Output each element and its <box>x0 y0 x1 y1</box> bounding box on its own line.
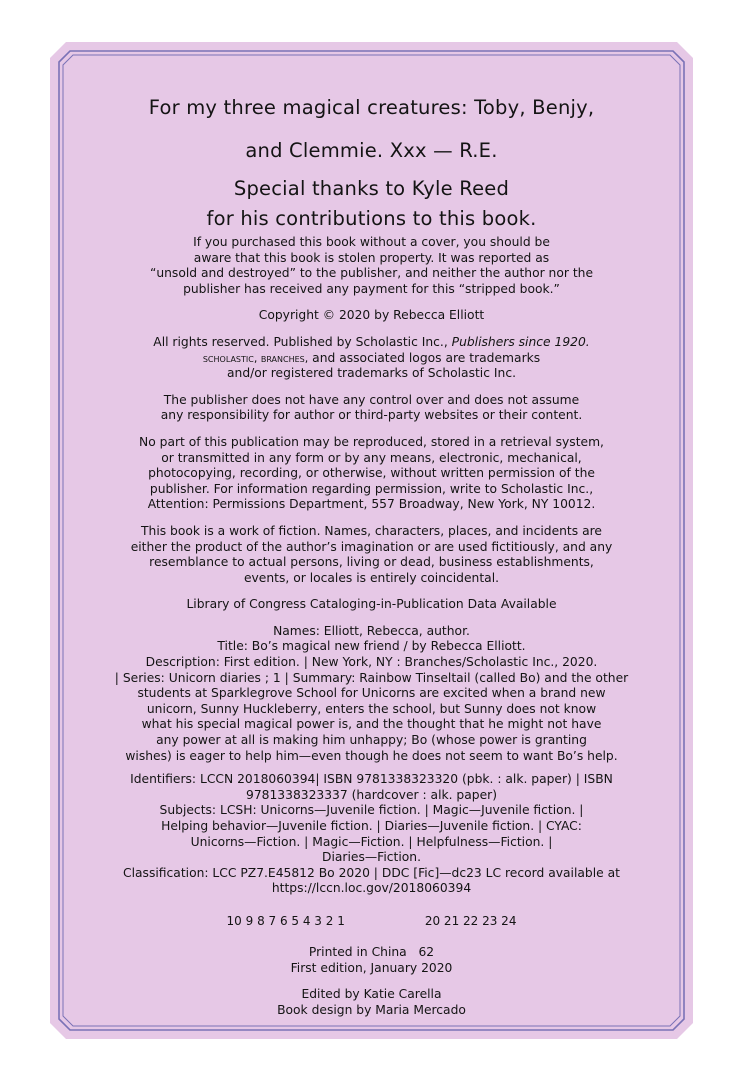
text-line: Identifiers: LCCN 2018060394| ISBN 9781338323320 (pbk. : alk. paper) | ISBN <box>130 772 613 787</box>
cip-data <box>92 624 651 764</box>
text-line: photocopying, recording, or otherwise, without written permission of the <box>148 466 595 481</box>
text-line <box>92 335 651 351</box>
text-line: students at Sparklegrove School for Unicorns are excited when a brand new <box>137 686 606 701</box>
text-line: https://lccn.loc.gov/2018060394 <box>271 881 472 896</box>
text-line: | Series: Unicorn diaries ; 1 | Summary: Rainbow Tinseltail (called Bo) and the other <box>114 670 629 685</box>
thanks-line-2: for his contributions to this book. <box>206 207 537 230</box>
text-line: Book design by Maria Mercado <box>277 1002 466 1017</box>
control-notice <box>92 393 651 424</box>
identifiers-block <box>92 772 651 897</box>
print-year-numbers: 20 21 22 23 24 <box>424 913 517 928</box>
rights-notice <box>92 335 651 382</box>
dedication-line-1: For my three magical creatures: Toby, Benjy, <box>148 96 595 119</box>
text-line: Helping behavior—Juvenile fiction. | Diaries—Juvenile fiction. | CYAC: <box>161 819 582 833</box>
text-line: This book is a work of fiction. Names, characters, places, and incidents are <box>141 523 602 538</box>
text-line: If you purchased this book without a cover, you should be <box>193 235 550 249</box>
text-line: wishes) is eager to help him—even though he does not seem to want Bo’s help. <box>125 748 618 763</box>
text-line: any power at all is making him unhappy; Bo (whose power is granting <box>156 733 587 748</box>
loc-header: Library of Congress Cataloging-in-Publication Data Available <box>186 597 557 612</box>
text-line: The publisher does not have any control over and does not assume <box>163 392 580 407</box>
rights-text: and associated logos are trademarks <box>308 350 541 365</box>
text-line: Subjects: LCSH: Unicorns—Juvenile fiction. | Magic—Juvenile fiction. | <box>159 803 584 818</box>
text-line: Names: Elliott, Rebecca, author. <box>273 623 470 638</box>
reproduction-notice <box>92 435 651 513</box>
text-line <box>92 351 651 367</box>
thanks-line-1: Special thanks to Kyle Reed <box>233 177 510 200</box>
text-line: or transmitted in any form or by any means, electronic, mechanical, <box>161 450 582 465</box>
text-line: Edited by Katie Carella <box>301 987 442 1002</box>
print-run-numbers: 10 9 8 7 6 5 4 3 2 1 <box>226 913 345 928</box>
text-line: any responsibility for author or third-party websites or their content. <box>160 408 583 423</box>
text-line: what his special magical power is, and the thought that he might not have <box>141 717 602 732</box>
fiction-notice <box>92 524 651 586</box>
text-line: 9781338323337 (hardcover : alk. paper) <box>246 787 497 802</box>
text-line: Unicorns—Fiction. | Magic—Fiction. | Helpfulness—Fiction. | <box>190 834 553 849</box>
text-line: Printed in China 62 <box>308 944 435 959</box>
dedication-line-2: and Clemmie. Xxx — R.E. <box>245 139 498 162</box>
trademark-names: scholastic, branches, <box>202 351 309 365</box>
text-line: publisher. For information regarding permission, write to Scholastic Inc., <box>149 481 594 496</box>
text-line: Title: Bo’s magical new friend / by Rebecca Elliott. <box>217 639 526 654</box>
text-line: “unsold and destroyed” to the publisher, and neither the author nor the <box>149 266 594 281</box>
copyright-page <box>92 86 651 1018</box>
text-line: unicorn, Sunny Huckleberry, enters the school, but Sunny does not know <box>146 701 597 716</box>
rights-italic: Publishers since 1920. <box>451 334 590 349</box>
text-line: First edition, January 2020 <box>290 960 453 975</box>
credits <box>92 987 651 1018</box>
text-line: Classification: LCC PZ7.E45812 Bo 2020 | DDC [Fic]—dc23 LC record available at <box>123 865 620 880</box>
rights-text: All rights reserved. Published by Scholastic Inc., <box>153 334 452 349</box>
printing-line <box>92 914 651 928</box>
text-line: and/or registered trademarks of Scholastic Inc. <box>227 366 516 381</box>
text-line: No part of this publication may be reproduced, stored in a retrieval system, <box>139 434 604 449</box>
text-line: aware that this book is stolen property. It was reported as <box>193 250 550 265</box>
stripped-book-notice <box>92 235 651 297</box>
text-line: publisher has received any payment for this “stripped book.” <box>183 281 560 296</box>
text-line: either the product of the author’s imagination or are used fictitiously, and any <box>130 539 613 554</box>
text-line: Description: First edition. | New York, NY : Branches/Scholastic Inc., 2020. <box>145 655 598 670</box>
text-line: events, or locales is entirely coincidental. <box>243 570 500 585</box>
text-line: resemblance to actual persons, living or dead, business establishments, <box>149 555 594 570</box>
printed-info <box>92 945 651 976</box>
text-line: Attention: Permissions Department, 557 Broadway, New York, NY 10012. <box>147 497 596 512</box>
copyright-line: Copyright © 2020 by Rebecca Elliott <box>258 308 485 323</box>
text-line: Diaries—Fiction. <box>322 850 421 865</box>
